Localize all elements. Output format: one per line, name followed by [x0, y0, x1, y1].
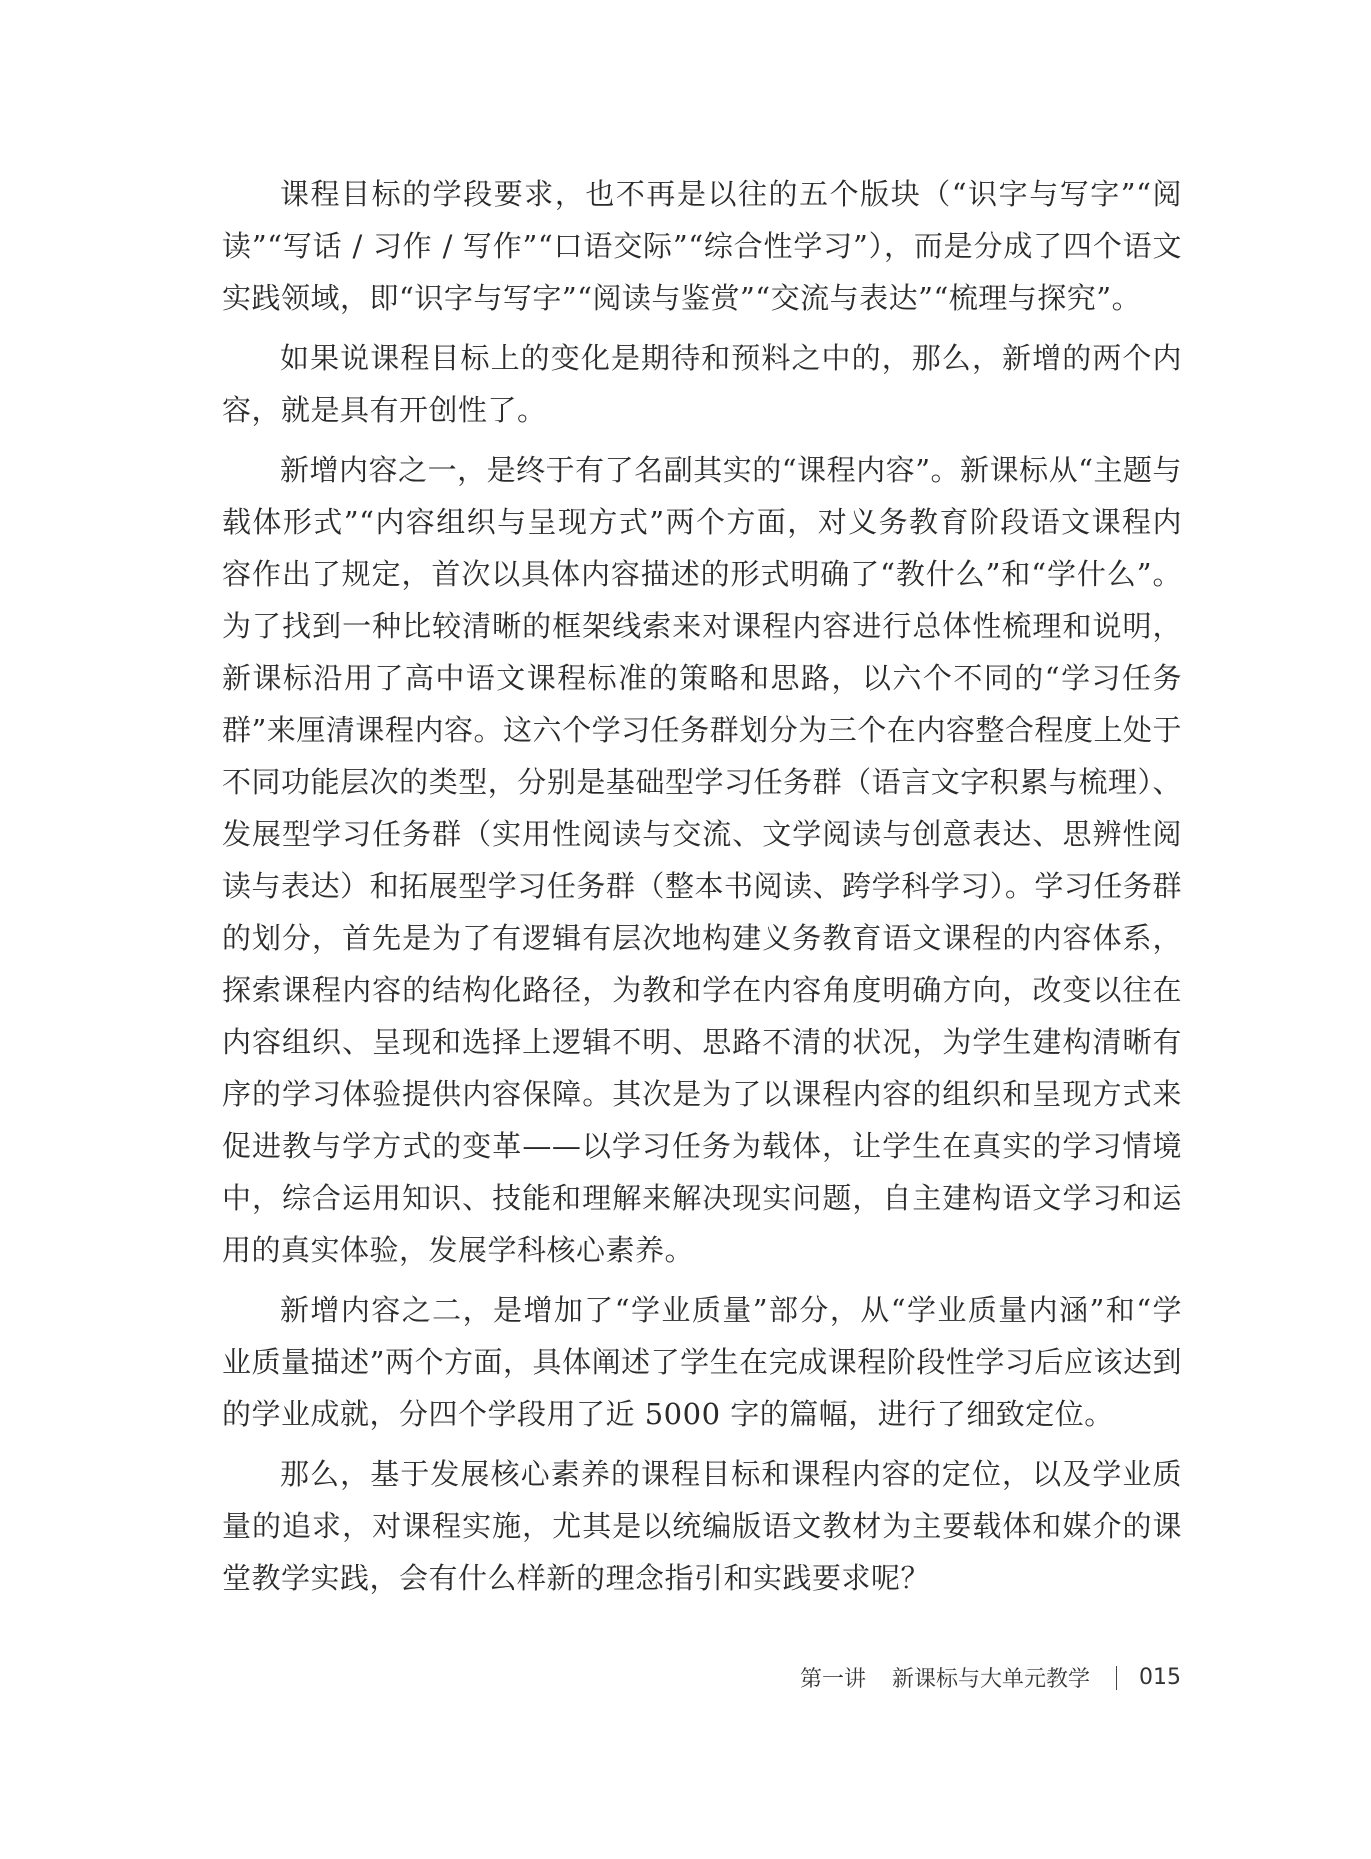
paragraph-new-content-intro: 如果说课程目标上的变化是期待和预料之中的，那么，新增的两个内容，就是具有开创性了。	[222, 341, 1182, 427]
footer-lecture-label: 第一讲	[799, 1667, 866, 1692]
paragraph-course-content: 新增内容之一，是终于有了名副其实的“课程内容”。新课标从“主题与载体形式”“内容组织与呈现方式”两个方面，对义务教育阶段语文课程内容作出了规定，首次以具体内容描述的形式明确了“教什么”和“学什么”。为了找到一种比较清晰的框架线索来对课程内容进行总体性梳理和说明，新课标沿用了高中语文课程标准的策略和思路，以六个不同的“学习任务群”来厘清课程内容。这六个学习任务群划分为三个在内容整合程度上处于不同功能层次的类型，分别是基础型学习任务群（语言文字积累与梳理）、发展型学习任务群（实用性阅读与交流、文学阅读与创意表达、思辨性阅读与表达）和拓展型学习任务群（整本书阅读、跨学科学习）。学习任务群的划分，首先是为了有逻辑有层次地构建义务教育语文课程的内容体系，探索课程内容的结构化路径，为教和学在内容角度明确方向，改变以往在内容组织、呈现和选择上逻辑不明、思路不清的状况，为学生建构清晰有序的学习体验提供内容保障。其次是为了以课程内容的组织和呈现方式来促进教与学方式的变革——以学习任务为载体，让学生在真实的学习情境中，综合运用知识、技能和理解来解决现实问题，自主建构语文学习和运用的真实体验，发展学科核心素养。	[222, 453, 1182, 1267]
footer-chapter-title: 新课标与大单元教学	[891, 1667, 1090, 1692]
paragraph-course-goals: 课程目标的学段要求，也不再是以往的五个版块（“识字与写字”“阅读”“写话 / 习作 / 写作”“口语交际”“综合性学习”），而是分成了四个语文实践领域，即“识字与写字”“阅读与鉴赏”“交流与表达”“梳理与探究”。	[222, 177, 1182, 315]
page-number: 015	[1139, 1665, 1181, 1690]
paragraph-conclusion-question: 那么，基于发展核心素养的课程目标和课程内容的定位，以及学业质量的追求，对课程实施，尤其是以统编版语文教材为主要载体和媒介的课堂教学实践，会有什么样新的理念指引和实践要求呢？	[222, 1457, 1182, 1595]
page-footer	[800, 1662, 1181, 1693]
footer-divider	[1116, 1666, 1117, 1690]
body-text	[222, 168, 1182, 1604]
paragraph-academic-quality: 新增内容之二，是增加了“学业质量”部分，从“学业质量内涵”和“学业质量描述”两个方面，具体阐述了学生在完成课程阶段性学习后应该达到的学业成就，分四个学段用了近 5000 字的篇幅，进行了细致定位。	[222, 1293, 1182, 1431]
